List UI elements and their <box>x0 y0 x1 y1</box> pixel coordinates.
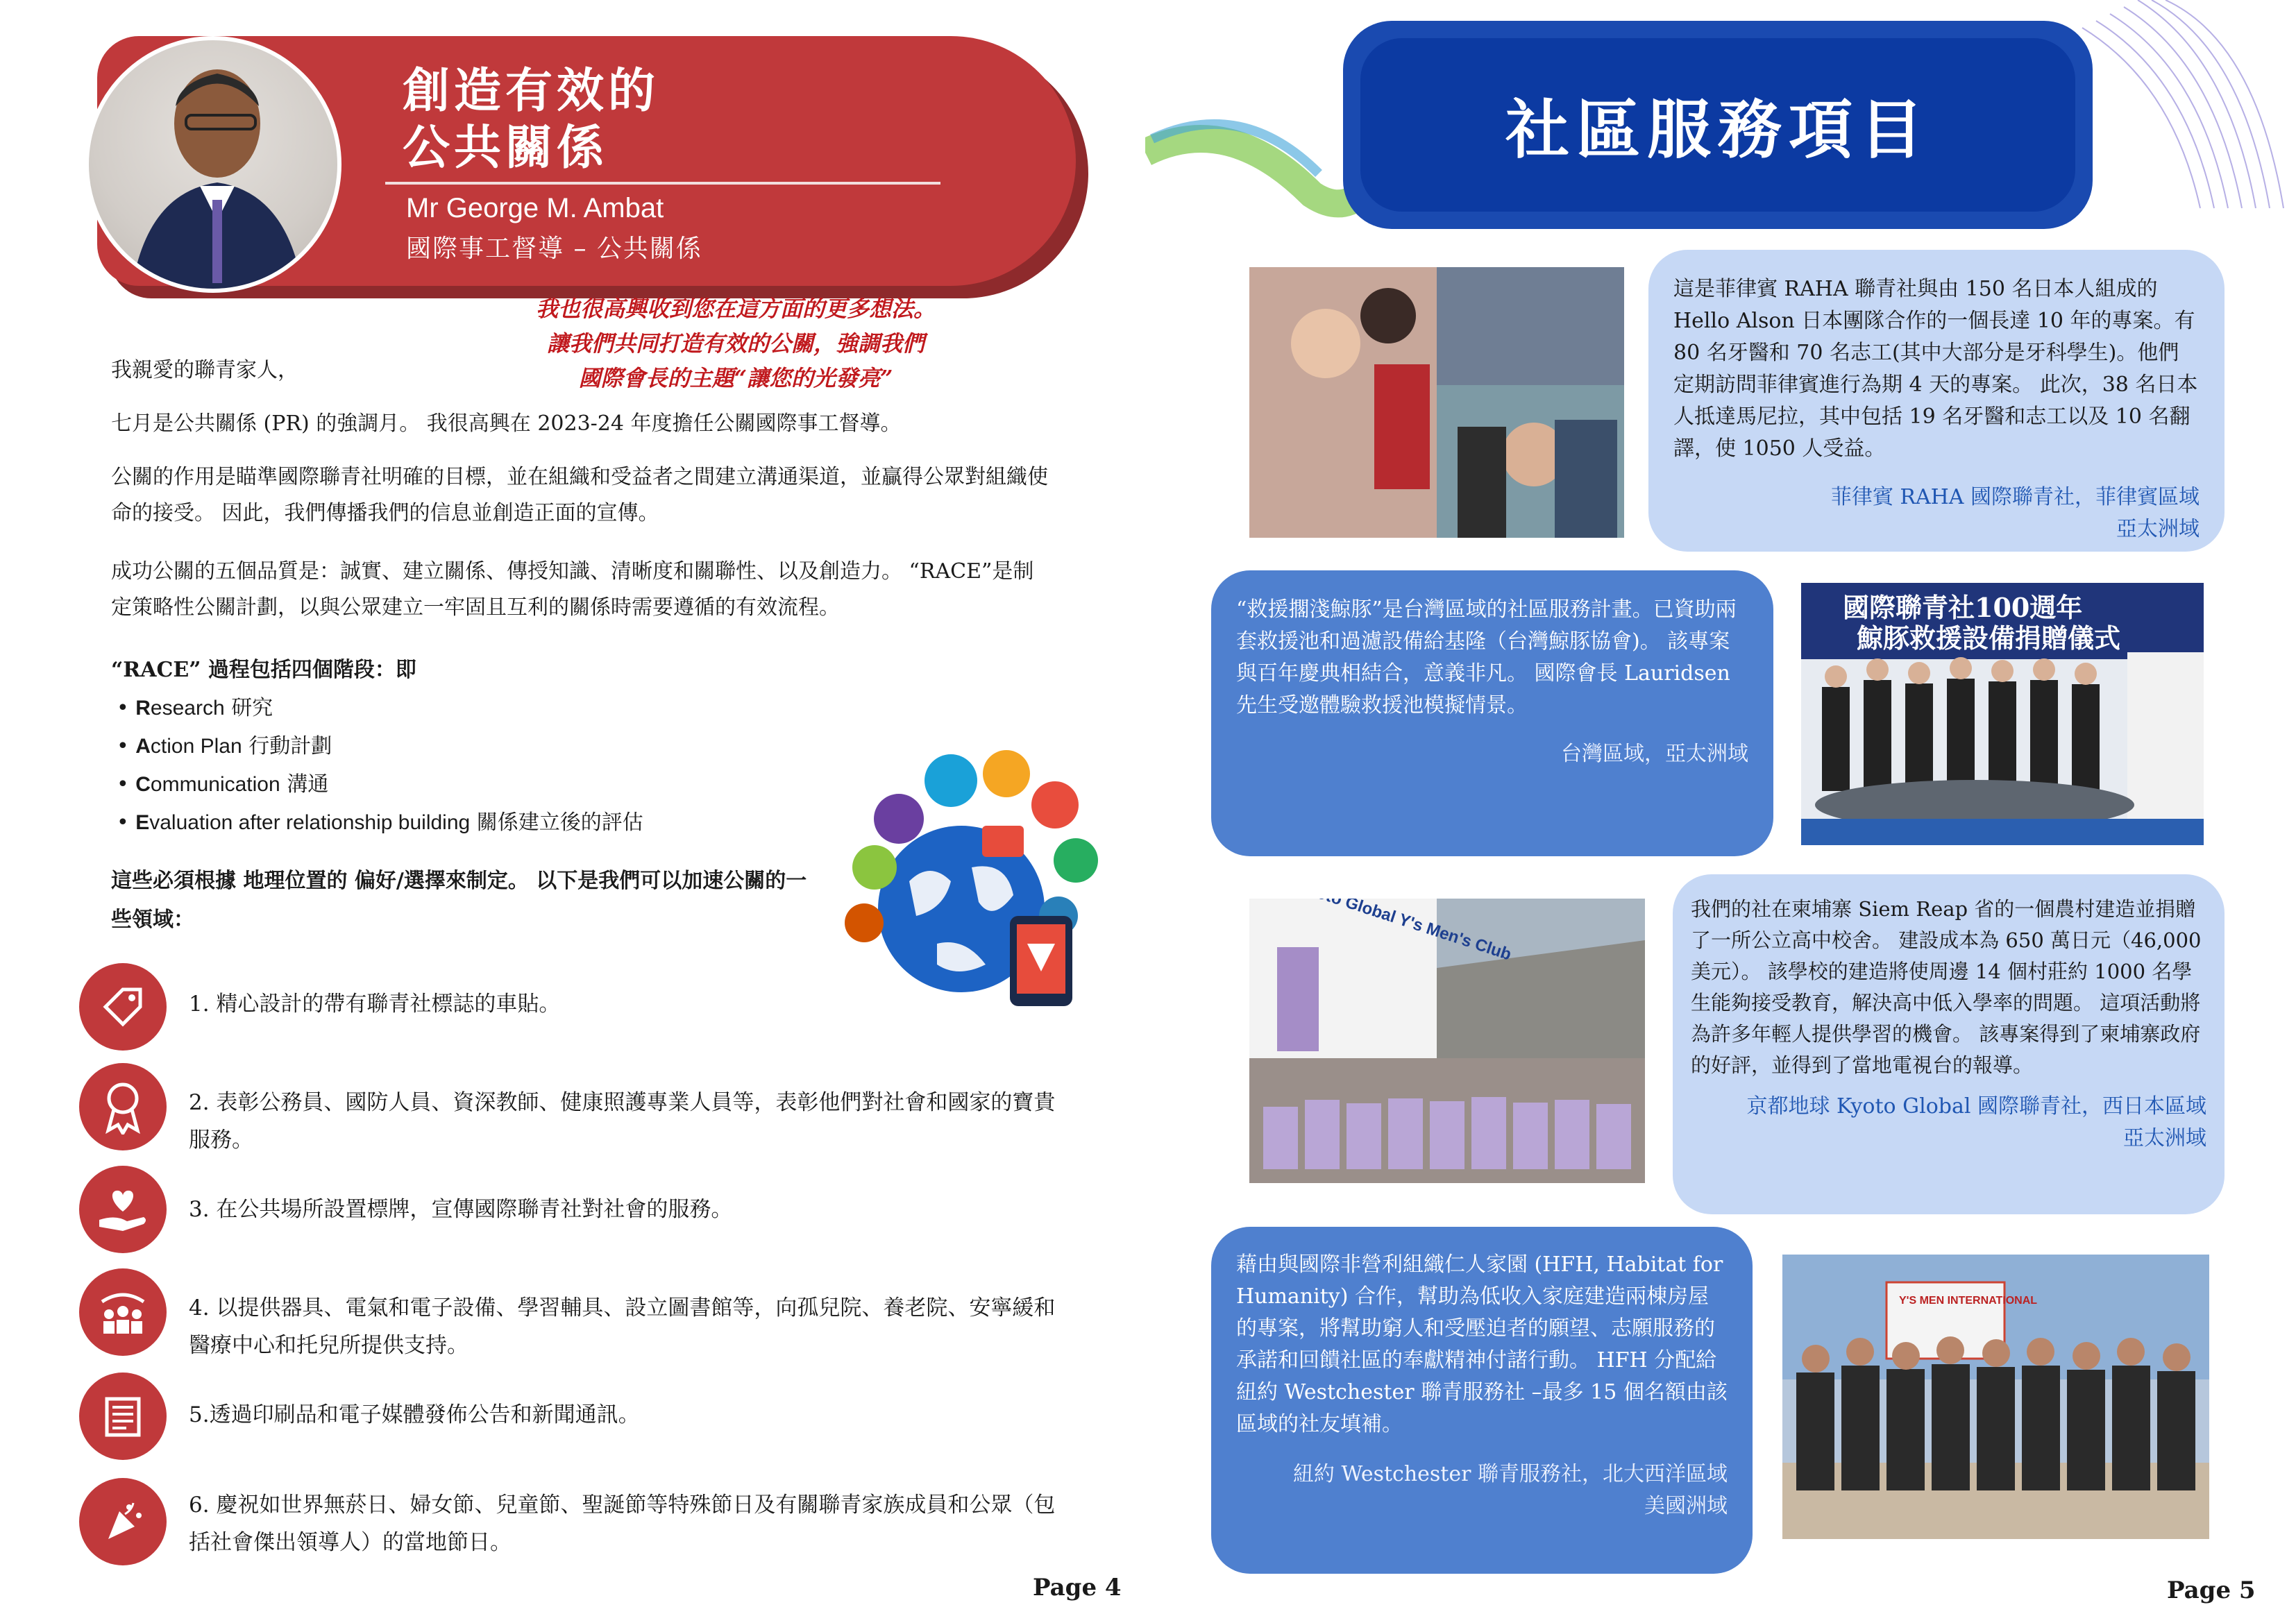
pr-area-item: 1. 精心設計的帶有聯青社標誌的車貼。 <box>189 992 561 1017</box>
page-number: Page 4 <box>1033 1574 1122 1601</box>
project-credit: 紐約 Westchester 聯青服務社，北大西洋區域 <box>1292 1462 1728 1486</box>
page-number: Page 5 <box>2167 1577 2256 1604</box>
race-item: • Evaluation after relationship building 關係建立後的評估 <box>117 810 643 835</box>
race-item: • Action Plan 行動計劃 <box>117 734 332 758</box>
photo-dental-mission <box>1249 267 1624 538</box>
author-portrait <box>85 36 341 293</box>
pr-area-item: 3. 在公共場所設置標牌，宣傳國際聯青社對社會的服務。 <box>189 1197 733 1222</box>
social-media-globe-illustration <box>833 742 1111 1013</box>
photo-habitat-volunteers <box>1782 1255 2209 1539</box>
author-name: Mr George M. Ambat <box>406 193 664 223</box>
paragraph-3: 成功公關的五個品質是：誠實、建立關係、傳授知識、清晰度和關聯性、以及創造力。 “RACE”是制定策略性公關計劃，以與公眾建立一牢固且互利的關係時需要遵循的有效流程。 <box>111 559 1034 620</box>
photo-sign-text: Y'S MEN INTERNATIONAL <box>1899 1295 2038 1307</box>
tag-icon <box>79 963 167 1051</box>
geo-note: 這些必須根據 地理位置的 偏好/選擇來制定。 以下是我們可以加速公關的一些領域： <box>111 869 807 932</box>
section-title: 社區服務項目 <box>1505 92 1930 167</box>
photo-dolphin-rescue-ceremony <box>1801 583 2204 845</box>
project-description: 我們的社在柬埔寨 Siem Reap 省的一個農村建造並捐贈了一所公立高中校舍。 建設成本為 650 萬日元（46,000 美元）。 該學校的建造將使周邊 14 個村莊約 1000 名學生能夠接受教育，解決高中低入學率的問題。 這項活動將為許多年輕人提供學習的機會。 該專案得到了柬埔寨政府的好評，並得到了當地電視台的報導。 <box>1691 897 2202 1077</box>
newspaper-icon <box>79 1373 167 1460</box>
project-description: 藉由與國際非營利組織仁人家園 (HFH, Habitat for Humanity) 合作，幫助為低收入家庭建造兩棟房屋的專案，將幫助窮人和受壓迫者的願望、志願服務的承諾和回饋社區的奉獻精神付諸行動。 HFH 分配給紐約 Westchester 聯青服務社 –最多 15 個名額由該區域的社友填補。 <box>1236 1252 1728 1436</box>
highlight-quote: 我也很高興收到您在這方面的更多想法。 讓我們共同打造有效的公關，強調我們 國際會長的主題“讓您的光發亮” <box>535 296 936 391</box>
photo-cambodia-school <box>1249 899 1645 1183</box>
award-ribbon-icon <box>79 1063 167 1150</box>
race-heading: “RACE” 過程包括四個階段：即 <box>111 658 416 682</box>
paragraph-1: 七月是公共關係 (PR) 的強調月。 我很高興在 2023-24 年度擔任公關國際事工督導。 <box>111 411 902 436</box>
party-popper-icon <box>79 1478 167 1565</box>
paragraph-2: 公關的作用是瞄準國際聯青社明確的目標，並在組織和受益者之間建立溝通渠道，並贏得公眾對組織使命的接受。 因此，我們傳播我們的信息並創造正面的宣傳。 <box>111 465 1048 525</box>
project-card-philippines <box>1648 250 2225 552</box>
race-item: • Research 研究 <box>117 696 273 720</box>
project-card-taiwan <box>1211 570 1773 856</box>
project-description: “救援擱淺鯨豚”是台灣區域的社區服務計畫。已資助兩套救援池和過濾設備給基隆（台灣鯨豚協會)。 該專案與百年慶典相結合，意義非凡。 國際會長 Lauridsen 先生受邀體驗救援池模擬情景。 <box>1236 597 1737 717</box>
photo-sign-text: 國際聯青社100週年 鯨豚救援設備捐贈儀式 <box>1843 592 2121 654</box>
project-credit: 台灣區域，亞太洲域 <box>1561 742 1748 766</box>
greeting: 我親愛的聯青家人， <box>111 358 298 382</box>
heart-hand-icon <box>79 1166 167 1253</box>
project-credit: 京都地球 Kyoto Global 國際聯青社，西日本區域 <box>1746 1094 2206 1119</box>
project-credit: 菲律賓 RAHA 國際聯青社，菲律賓區域 <box>1830 485 2200 509</box>
project-credit-region: 亞太洲域 <box>2116 517 2200 541</box>
community-group-icon <box>79 1268 167 1356</box>
project-credit-region: 亞太洲域 <box>2123 1126 2206 1150</box>
banner-divider <box>385 182 940 185</box>
section-banner <box>1360 38 2075 212</box>
pr-area-item: 2. 表彰公務員、國防人員、資深教師、健康照護專業人員等，表彰他們對社會和國家的寶貴服務。 <box>189 1090 1056 1153</box>
pr-area-item: 4. 以提供器具、電氣和電子設備、學習輔具、設立圖書館等，向孤兒院、養老院、安寧緩和醫療中心和托兒所提供支持。 <box>189 1295 1056 1358</box>
author-role: 國際事工督導 – 公共關係 <box>406 235 702 263</box>
pr-area-item: 5.透過印刷品和電子媒體發佈公告和新聞通訊。 <box>189 1402 640 1427</box>
page-title: 創造有效的 公共關係 <box>403 63 660 176</box>
project-card-habitat <box>1211 1227 1753 1574</box>
race-item: • Communication 溝通 <box>117 772 329 797</box>
project-card-cambodia <box>1673 874 2225 1214</box>
project-credit-region: 美國洲域 <box>1644 1494 1728 1518</box>
project-description: 這是菲律賓 RAHA 聯青社與由 150 名日本人組成的 Hello Alson 日本團隊合作的一個長達 10 年的專案。有 80 名牙醫和 70 名志工(其中大部分是牙科學生)。他們定期訪問菲律賓進行為期 4 天的專案。 此次，38 名日本人抵達馬尼拉，其中包括 19 名牙醫和志工以及 10 名翻譯，使 1050 人受益。 <box>1673 277 2198 461</box>
pr-area-item: 6. 慶祝如世界無菸日、婦女節、兒童節、聖誕節等特殊節日及有關聯青家族成員和公眾（包括社會傑出領導人）的當地節日。 <box>189 1493 1056 1555</box>
photo-banner-text: Global Y's Men's Club <box>1342 899 1514 965</box>
